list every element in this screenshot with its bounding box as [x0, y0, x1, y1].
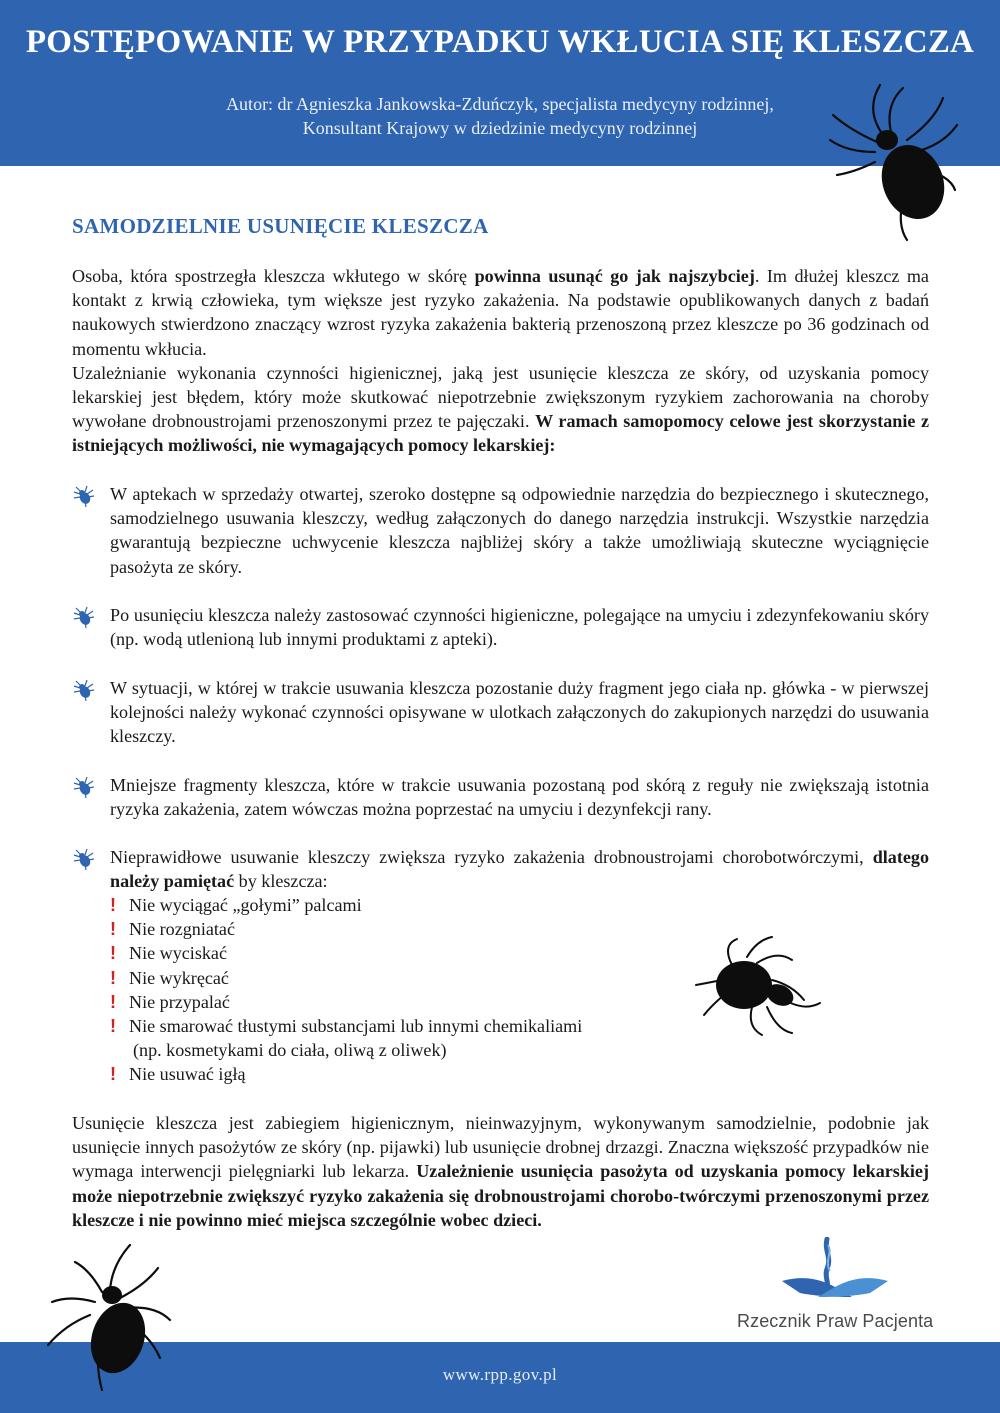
- bullet-text: W aptekach w sprzedaży otwartej, szeroko dostępne są odpowiednie narzędzia do bezpiecznego i skutecznego, samodzielnego usuwania kleszczy, według załączonych do danego narzędzia instrukcji. Wszystkie narzędzia gwarantują bezpieczne uchwycenie kleszcza najbliżej skóry a także umożliwiają skuteczne wyciągnięcie pasożyta ze skóry.: [110, 484, 929, 577]
- dont-item-text: Nie smarować tłustymi substancjami lub innymi chemikaliami: [129, 1016, 583, 1037]
- bullet-text: W sytuacji, w której w trakcie usuwania kleszcza pozostanie duży fragment jego ciała np. główka - w pierwszej kolejności należy wykonać czynności opisywane w ulotkach załączonych do zakupionych narzędzi do usuwania kleszczy.: [110, 678, 929, 747]
- intro-text: [72, 264, 929, 458]
- donts-list: [110, 893, 670, 1087]
- page-title: POSTĘPOWANIE W PRZYPADKU WKŁUCIA SIĘ KLESZCZA: [25, 24, 975, 60]
- intro-p1-bold: powinna usunąć go jak najszybciej: [474, 266, 755, 286]
- dont-item: [110, 1062, 670, 1086]
- intro-paragraph-2: [72, 361, 929, 458]
- tick-bullet-icon: [72, 605, 96, 629]
- dont-item-text: Nie wyciskać: [129, 943, 227, 964]
- dont-item: [110, 966, 670, 990]
- exclamation-mark: !: [110, 895, 117, 915]
- bullet-text-bold: dlatego należy pamiętać: [110, 847, 929, 892]
- tick-icon: [692, 935, 827, 1040]
- exclamation-mark: !: [110, 1016, 117, 1037]
- dont-item: [110, 1014, 670, 1062]
- dont-item-text: Nie usuwać igłą: [129, 1064, 246, 1085]
- bullet-text: Mniejsze fragmenty kleszcza, które w trakcie usuwania pozostaną pod skórą z reguły nie zwiększają istotnia ryzyka zakażenia, zatem wówczas można poprzestać na umyciu i dezynfekcji rany.: [110, 775, 929, 820]
- exclamation-mark: !: [110, 1064, 117, 1085]
- tick-bullet-icon: [72, 775, 96, 799]
- bullet-text: [110, 845, 929, 893]
- footer-url-link[interactable]: www.rpp.gov.pl: [442, 1365, 558, 1384]
- outro-text: [72, 1111, 929, 1232]
- author-line-1: Autor: dr Agnieszka Jankowska-Zduńczyk, specjalista medycyny rodzinnej,: [226, 94, 774, 114]
- dont-item-text: Nie wyciągać „gołymi” palcami: [129, 895, 362, 915]
- dont-item-continuation: (np. kosmetykami do ciała, oliwą z oliwek): [133, 1040, 447, 1061]
- intro-p2-start: Uzależnianie wykonania czynności higienicznej, jaką jest usunięcie kleszcza ze skóry, od uzyskania pomocy lekarskiej jest błędem, który może skutkować niepotrzebnie zwiększonym ryzykiem zachorowania na choroby wywołane drobnoustrojami przenoszonymi przez te pajęczaki.: [72, 362, 929, 432]
- logo-text: Rzecznik Praw Pacjenta: [737, 1311, 934, 1331]
- tick-bullet-icon: [72, 484, 96, 508]
- outro-start: Usunięcie kleszcza jest zabiegiem higienicznym, nieinwazyjnym, wykonywanym samodzielnie, podobnie jak usunięcie innych pasożytów ze skóry (np. pijawki) lub usunięcie drobnej drzazgi. Znaczna większość przypadków nie wymaga interwencji pielęgniarki lub lekarza.: [72, 1113, 929, 1182]
- dont-item: [110, 941, 670, 965]
- bullet-item: [72, 482, 929, 579]
- bullet-item: [72, 845, 929, 893]
- tick-bullet-icon: [72, 847, 96, 871]
- exclamation-mark: !: [110, 991, 117, 1012]
- bullet-item: [72, 676, 929, 749]
- dont-item-text: Nie przypalać: [129, 991, 230, 1012]
- section-title: SAMODZIELNIE USUNIĘCIE KLESZCZA: [72, 214, 489, 238]
- intro-p1-start: Osoba, która spostrzegła kleszcza wkłutego w skórę: [72, 266, 475, 286]
- intro-paragraph-1: [72, 264, 929, 361]
- dont-item: [110, 893, 670, 917]
- tick-bullet-icon: [72, 678, 96, 702]
- bullet-text-end: by kleszcza:: [234, 871, 328, 892]
- rpp-logo-icon: [780, 1237, 890, 1303]
- dont-item-text: Nie wykręcać: [129, 967, 229, 988]
- tick-icon: [40, 1240, 180, 1400]
- dont-item-text: Nie rozgniatać: [129, 919, 235, 940]
- exclamation-mark: !: [110, 967, 117, 988]
- bullet-item: [72, 603, 929, 651]
- author-line-2: Konsultant Krajowy w dziedzinie medycyny rodzinnej: [302, 118, 698, 138]
- dont-item: [110, 990, 670, 1014]
- exclamation-mark: !: [110, 919, 117, 940]
- bullet-text: Po usunięciu kleszcza należy zastosować czynności higieniczne, polegające na umyciu i zdezynfekowaniu skóry (np. wodą utlenioną lub innymi produktami z apteki).: [110, 605, 929, 650]
- outro-bold: Uzależnienie usunięcia pasożyta od uzyskania pomocy lekarskiej może niepotrzebnie zwiększyć ryzyko zakażenia się drobnoustrojami chorobo-twórczymi przenoszonymi przez kleszcze i nie powinno mieć miejsca szczególnie wobec dzieci.: [72, 1161, 929, 1230]
- tick-icon: [825, 80, 965, 245]
- exclamation-mark: !: [110, 943, 117, 964]
- dont-item: [110, 917, 670, 941]
- bullet-item: [72, 773, 929, 821]
- intro-p2-bold: W ramach samopomocy celowe jest skorzystanie z istniejących możliwości, nie wymagających pomocy lekarskiej:: [72, 411, 930, 456]
- bullet-text-start: Nieprawidłowe usuwanie kleszczy zwiększa ryzyko zakażenia drobnoustrojami chorobotwórczymi,: [110, 847, 873, 867]
- intro-p1-end: . Im dłużej kleszcz ma kontakt z krwią człowieka, tym większe jest ryzyko zakażenia. Na podstawie opublikowanych danych z badań naukowych stwierdzono znaczący wzrost ryzyka zakażenia bakterią przenoszoną przez kleszcze po 36 godzinach od momentu wkłucia.: [72, 266, 929, 359]
